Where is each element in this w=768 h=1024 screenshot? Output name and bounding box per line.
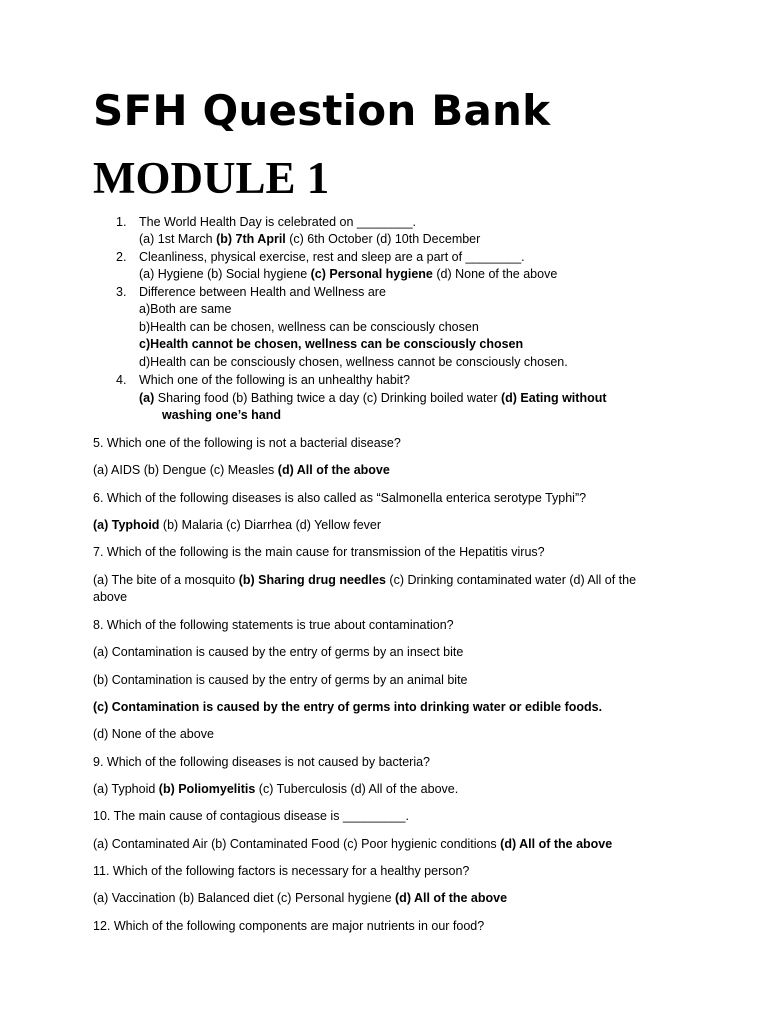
list-number: 4. bbox=[116, 373, 127, 387]
answer-options: d)Health can be consciously chosen, wellness cannot be consciously chosen. bbox=[139, 355, 568, 369]
answer-options: (a) Hygiene (b) Social hygiene (c) Personal hygiene (d) None of the above bbox=[139, 267, 558, 281]
answer-options: (a) Typhoid (b) Poliomyelitis (c) Tuberculosis (d) All of the above. bbox=[93, 782, 459, 796]
question-text: 7. Which of the following is the main cause for transmission of the Hepatitis virus? bbox=[93, 545, 545, 559]
answer-options: (a) Vaccination (b) Balanced diet (c) Personal hygiene (d) All of the above bbox=[93, 891, 508, 905]
answer-options: b)Health can be chosen, wellness can be consciously chosen bbox=[139, 320, 479, 334]
answer-options: (a) 1st March (b) 7th April (c) 6th October (d) 10th December bbox=[139, 232, 481, 246]
list-number: 3. bbox=[116, 285, 127, 299]
list-number: 2. bbox=[116, 250, 127, 264]
answer-options: above bbox=[93, 590, 128, 604]
answer-options: (a) Contamination is caused by the entry of germs by an insect bite bbox=[93, 645, 464, 659]
module-heading: MODULE 1 bbox=[93, 153, 330, 203]
answer-options: a)Both are same bbox=[139, 302, 232, 316]
answer-options: (a) Contaminated Air (b) Contaminated Food (c) Poor hygienic conditions (d) All of the above bbox=[93, 837, 613, 851]
answer-options: (b) Contamination is caused by the entry of germs by an animal bite bbox=[93, 673, 468, 687]
question-text: 6. Which of the following diseases is also called as “Salmonella enterica serotype Typhi”? bbox=[93, 491, 587, 505]
question-text: 10. The main cause of contagious disease is _________. bbox=[93, 809, 409, 823]
page-title: SFH Question Bank bbox=[93, 86, 551, 135]
question-text: 5. Which one of the following is not a bacterial disease? bbox=[93, 436, 401, 450]
question-text: 11. Which of the following factors is necessary for a healthy person? bbox=[93, 864, 470, 878]
answer-options: (d) None of the above bbox=[93, 727, 214, 741]
question-text: Difference between Health and Wellness are bbox=[139, 285, 386, 299]
answer-options: c)Health cannot be chosen, wellness can be consciously chosen bbox=[139, 337, 524, 351]
list-number: 1. bbox=[116, 215, 127, 229]
question-text: Which one of the following is an unhealthy habit? bbox=[139, 373, 411, 387]
answer-options: (a) Sharing food (b) Bathing twice a day (c) Drinking boiled water (d) Eating without bbox=[139, 391, 607, 405]
answer-options: (a) The bite of a mosquito (b) Sharing drug needles (c) Drinking contaminated water (d) All of the bbox=[93, 573, 637, 587]
answer-options: (a) AIDS (b) Dengue (c) Measles (d) All of the above bbox=[93, 463, 390, 477]
question-text: The World Health Day is celebrated on ________. bbox=[139, 215, 417, 229]
answer-options: (c) Contamination is caused by the entry of germs into drinking water or edible foods. bbox=[93, 700, 603, 714]
question-text: 8. Which of the following statements is true about contamination? bbox=[93, 618, 454, 632]
answer-options: washing one’s hand bbox=[162, 408, 281, 422]
question-text: 12. Which of the following components are major nutrients in our food? bbox=[93, 919, 485, 933]
question-text: Cleanliness, physical exercise, rest and sleep are a part of ________. bbox=[139, 250, 525, 264]
answer-options: (a) Typhoid (b) Malaria (c) Diarrhea (d) Yellow fever bbox=[93, 518, 382, 532]
question-text: 9. Which of the following diseases is not caused by bacteria? bbox=[93, 755, 430, 769]
